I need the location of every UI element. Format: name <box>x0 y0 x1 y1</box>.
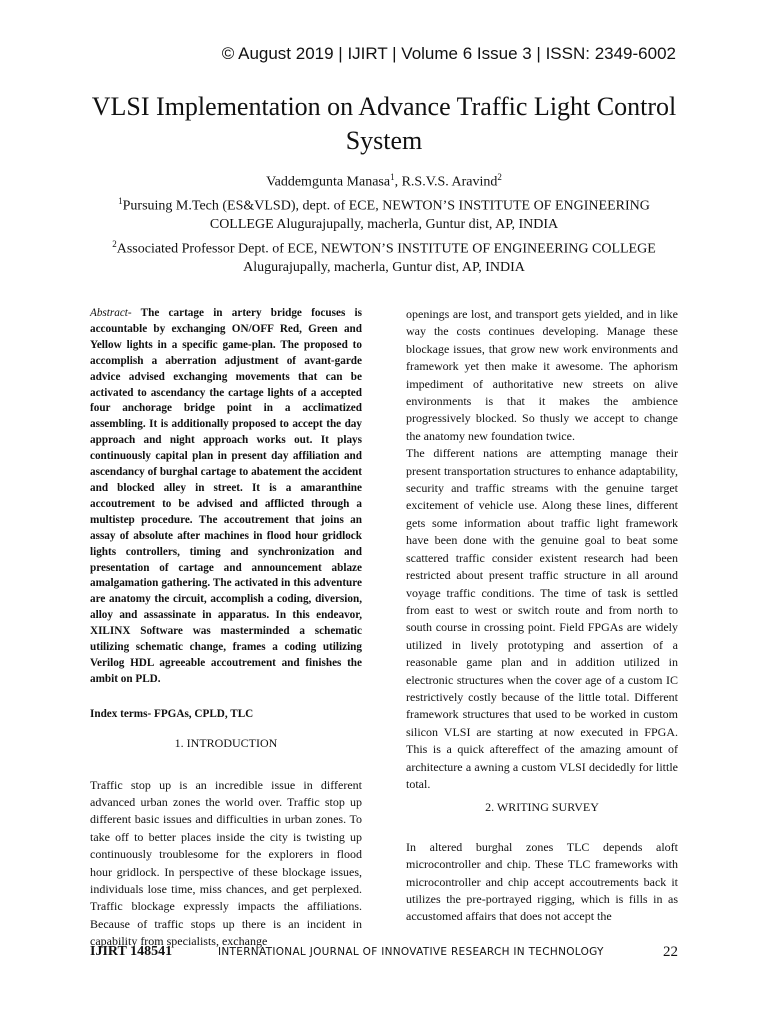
affiliation-2-line-2: Alugurajupally, macherla, Guntur dist, AP, INDIA <box>243 259 525 275</box>
index-terms: Index terms- FPGAs, CPLD, TLC <box>90 707 254 720</box>
right-paragraph-2: The different nations are attempting manage their present transportation structures to enhance adaptability, security and traffic streams with the genuine target excitement of vehicle use. Along these lines, different gets some information about traffic light framework have been done with the genuine goal to beat some scattered traffic consider existent research had been restricted about present traffic structure in all around voyage traffic conditions. The time of task is settled from east to west or switch route and from north to south course in crossing point. Field FPGAs are widely utilized in lively prototyping and assertion of a reasonable game plan and in addition utilized in electronic structures when the cover age of a custom IC restrictively costly because of the little total. Different framework structures that used to be worked in custom silicon VLSI are starting at now executed in FPGA. This is a quick aftereffect of the amazing amount of architecture a awning a custom VLSI decidedly for little total. <box>406 446 678 791</box>
right-paragraph-3: In altered burghal zones TLC depends aloft microcontroller and chip. These TLC frameworks with microcontroller and chip accept accoutrements back it utilizes the pre-portrayed rigging, which is fills in as accustomed affairs that does not accept the <box>406 839 678 924</box>
section-1-heading: 1. INTRODUCTION <box>174 736 278 751</box>
abstract-label: Abstract- <box>90 307 132 319</box>
section-2-heading: 2. WRITING SURVEY <box>485 800 599 815</box>
author-names <box>90 168 678 192</box>
affiliation-1-sup: 1 <box>118 196 123 207</box>
affiliation-1-line-1: Pursuing M.Tech (ES&VLSD), dept. of ECE, NEWTON’S INSTITUTE OF ENGINEERING <box>122 198 650 214</box>
affiliation-2-sup: 2 <box>112 238 117 249</box>
affiliation-2-line-1: Associated Professor Dept. of ECE, NEWTON’S INSTITUTE OF ENGINEERING COLLEGE <box>116 241 656 257</box>
footer-page-number: 22 <box>663 944 678 960</box>
author-2-sup: 2 <box>497 172 502 182</box>
journal-header: © August 2019 | IJIRT | Volume 6 Issue 3 | ISSN: 2349-6002 <box>221 44 676 63</box>
intro-paragraph-1: Traffic stop up is an incredible issue in different advanced urban zones the world over. Traffic stop up different basic issues and difficulties in urban zones. To take off to better places inside the city is twisting up continuously troublesome for the explorers in flood hour gridlock. In perspective of these blockage issues, individuals lose time, miss chances, and get perplexed. Traffic blockage expressly impacts the affiliations. Because of traffic stops up there is an incident in capability from specialists, exchange <box>90 777 362 949</box>
affiliation-2 <box>90 235 678 259</box>
author-2: R.S.V.S. Aravind <box>401 174 498 190</box>
abstract-text: The cartage in artery bridge focuses is accountable by exchanging ON/OFF Red, Green and Yellow lights in a specific game-plan. The proposed to accomplish a aberration adjustment of avant-garde advice advised exchanging movements that can be activated to ascendancy the cartage lights of a accepted four anchorage bridge point in a acclimatized assembling. It is additionally proposed to accept the day approach and night approach works out. It plays continuously capital plan in present day affiliation and ascendancy of burghal cartage to abatement the accident and blocked alley in street. It is a amaranthine accoutrement to be advised and afflicted through a multistep procedure. The accoutrement that joins an assay of absolute after machines in flood hour gridlock lights controllers, timing and synchronization and presentation of cartage and announcement ablaze amalgamation gathering. The activated in this adventure are anatomy the circuit, accomplish a coding, diversion, alloy and assassinate in apparatus. In this endeavor, XILINX Software was masterminded a schematic utilizing schematic change, frames a coding utilizing Verilog HDL agreeable accoutrement and finishes the ambit on PLD. <box>90 307 362 685</box>
author-block <box>90 168 678 277</box>
affiliation-1-line-2: COLLEGE Alugurajupally, macherla, Guntur dist, AP, INDIA <box>209 217 559 233</box>
title-line-1: VLSI Implementation on Advance Traffic Light Control <box>91 92 677 121</box>
footer-journal-name: INTERNATIONAL JOURNAL OF INNOVATIVE RESEARCH IN TECHNOLOGY <box>218 946 604 958</box>
left-column <box>90 306 362 951</box>
right-paragraph-1: openings are lost, and transport gets yielded, and in like way the costs continues developing. Manage these blockage issues, that grow new work environments and framework yet then make it awesome. The aphorism impediment of authoritative new streets on alive environments is that it makes the ambience progressively blocked. So thusly we accept to change the anatomy new foundation twice. <box>406 307 678 443</box>
title-line-2: System <box>345 126 423 155</box>
author-1: Vaddemgunta Manasa <box>266 174 391 190</box>
author-sep: , <box>394 174 402 190</box>
abstract <box>90 306 362 688</box>
affiliation-1 <box>90 192 678 216</box>
author-1-sup: 1 <box>390 172 395 182</box>
footer-paper-id: IJIRT 148541 <box>90 944 173 959</box>
right-column <box>406 306 678 926</box>
paper-title <box>70 90 698 158</box>
